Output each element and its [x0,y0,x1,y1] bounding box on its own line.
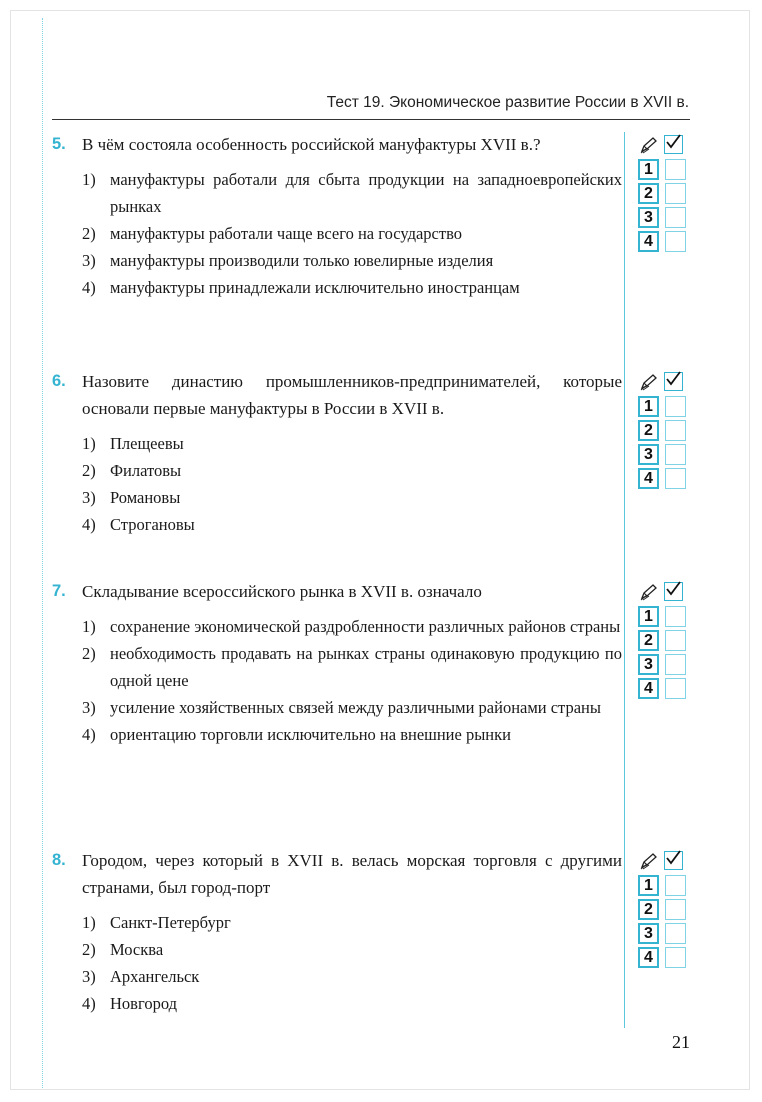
answer-row-4 [638,468,688,491]
options-list [52,430,622,538]
option-text: Санкт-Петербург [110,913,231,932]
answer-header-row [638,372,688,395]
option-2 [82,220,622,247]
pencil-icon [640,373,658,391]
option-4 [82,274,622,301]
answer-header-row [638,851,688,874]
answer-check-box [664,582,683,601]
option-4 [82,990,622,1017]
option-1 [82,613,622,640]
answer-box[interactable] [665,630,686,651]
check-icon [664,849,683,868]
question-number: 8. [52,851,66,869]
option-number: 4) [82,278,96,297]
options-list [52,166,622,301]
answer-box[interactable] [665,231,686,252]
option-3 [82,694,622,721]
answer-box[interactable] [665,654,686,675]
question-6 [52,368,622,538]
option-number: 2) [82,940,96,959]
option-2 [82,457,622,484]
options-list [52,909,622,1017]
answer-header-row [638,582,688,605]
answer-row-3 [638,923,688,946]
answer-row-2 [638,899,688,922]
option-text: Плещеевы [110,434,184,453]
check-icon [664,133,683,152]
question-text: В чём состояла особенность российской мануфактуры XVII в.? [82,135,541,154]
answer-number: 4 [638,947,659,968]
option-3 [82,484,622,511]
answer-number: 2 [638,899,659,920]
option-number: 4) [82,994,96,1013]
answer-number: 2 [638,630,659,651]
question-5 [52,131,622,301]
answer-box[interactable] [665,396,686,417]
check-icon [664,370,683,389]
question-text: Городом, через который в XVII в. велась морская торговля с другими странами, был город-порт [82,851,622,897]
option-number: 2) [82,644,96,663]
answer-row-2 [638,183,688,206]
answer-box[interactable] [665,875,686,896]
answer-block-q6 [638,372,688,492]
question-number: 7. [52,582,66,600]
answer-row-1 [638,606,688,629]
options-list [52,613,622,748]
answer-box[interactable] [665,468,686,489]
option-text: мануфактуры работали чаще всего на государство [110,224,463,243]
answer-header-row [638,135,688,158]
question-header [52,847,622,901]
answer-row-3 [638,207,688,230]
option-number: 4) [82,725,96,744]
option-2 [82,640,622,694]
answer-row-1 [638,396,688,419]
answer-box[interactable] [665,159,686,180]
answer-check-box [664,372,683,391]
option-text: Москва [110,940,164,959]
option-3 [82,963,622,990]
page-header-title: Тест 19. Экономическое развитие России в XVII в. [326,94,689,111]
option-4 [82,511,622,538]
option-1 [82,909,622,936]
header-rule [52,119,690,120]
answer-number: 1 [638,396,659,417]
option-number: 4) [82,515,96,534]
answer-number: 3 [638,923,659,944]
question-header [52,578,622,605]
option-text: мануфактуры принадлежали исключительно иностранцам [110,278,520,297]
option-number: 3) [82,967,96,986]
question-number: 5. [52,135,66,153]
option-4 [82,721,622,748]
option-text: мануфактуры производили только ювелирные изделия [110,251,494,270]
option-text: Филатовы [110,461,182,480]
option-number: 2) [82,461,96,480]
answer-number: 2 [638,183,659,204]
option-1 [82,166,622,220]
option-number: 2) [82,224,96,243]
answer-box[interactable] [665,207,686,228]
option-number: 1) [82,434,96,453]
answer-box[interactable] [665,606,686,627]
answer-row-3 [638,444,688,467]
answer-box[interactable] [665,899,686,920]
option-text: сохранение экономической раздробленности различных районов страны [110,617,621,636]
left-margin-dotted-line [42,18,43,1088]
option-number: 1) [82,617,96,636]
question-text: Назовите династию промышленников-предпринимателей, которые основали первые мануфактуры в России в XVII в. [82,372,622,418]
option-text: Строгановы [110,515,195,534]
question-text: Складывание всероссийского рынка в XVII в. означало [82,582,482,601]
option-text: необходимость продавать на рынках страны одинаковую продукцию по одной цене [110,644,622,690]
question-header [52,368,622,422]
answer-number: 3 [638,207,659,228]
answer-number: 2 [638,420,659,441]
check-icon [664,580,683,599]
answer-number: 1 [638,875,659,896]
question-8 [52,847,622,1017]
option-number: 3) [82,698,96,717]
answer-number: 1 [638,606,659,627]
answer-row-4 [638,678,688,701]
answer-box[interactable] [665,183,686,204]
option-number: 1) [82,913,96,932]
pencil-icon [640,583,658,601]
option-text: Романовы [110,488,181,507]
option-text: Архангельск [110,967,200,986]
answer-number: 4 [638,468,659,489]
answer-box[interactable] [665,420,686,441]
answer-box[interactable] [665,678,686,699]
answer-row-3 [638,654,688,677]
question-header [52,131,622,158]
question-7 [52,578,622,748]
answer-box[interactable] [665,444,686,465]
answer-number: 3 [638,654,659,675]
answer-box[interactable] [665,923,686,944]
answer-check-box [664,851,683,870]
answer-row-1 [638,875,688,898]
answer-block-q8 [638,851,688,971]
answer-number: 1 [638,159,659,180]
answer-box[interactable] [665,947,686,968]
option-text: мануфактуры работали для сбыта продукции на западноевропейских рынках [110,170,622,216]
option-number: 3) [82,251,96,270]
option-text: усиление хозяйственных связей между различными районами страны [110,698,601,717]
answer-block-q5 [638,135,688,255]
answer-row-4 [638,947,688,970]
answer-check-box [664,135,683,154]
answer-column-rule [624,132,625,1028]
pencil-icon [640,136,658,154]
option-1 [82,430,622,457]
option-text: Новгород [110,994,177,1013]
answer-row-2 [638,630,688,653]
answer-row-4 [638,231,688,254]
pencil-icon [640,852,658,870]
option-3 [82,247,622,274]
answer-block-q7 [638,582,688,702]
option-text: ориентацию торговли исключительно на внешние рынки [110,725,511,744]
answer-number: 4 [638,231,659,252]
option-2 [82,936,622,963]
option-number: 3) [82,488,96,507]
answer-row-1 [638,159,688,182]
answer-number: 3 [638,444,659,465]
answer-number: 4 [638,678,659,699]
page-number: 21 [672,1032,690,1052]
question-number: 6. [52,372,66,390]
answer-row-2 [638,420,688,443]
option-number: 1) [82,170,96,189]
